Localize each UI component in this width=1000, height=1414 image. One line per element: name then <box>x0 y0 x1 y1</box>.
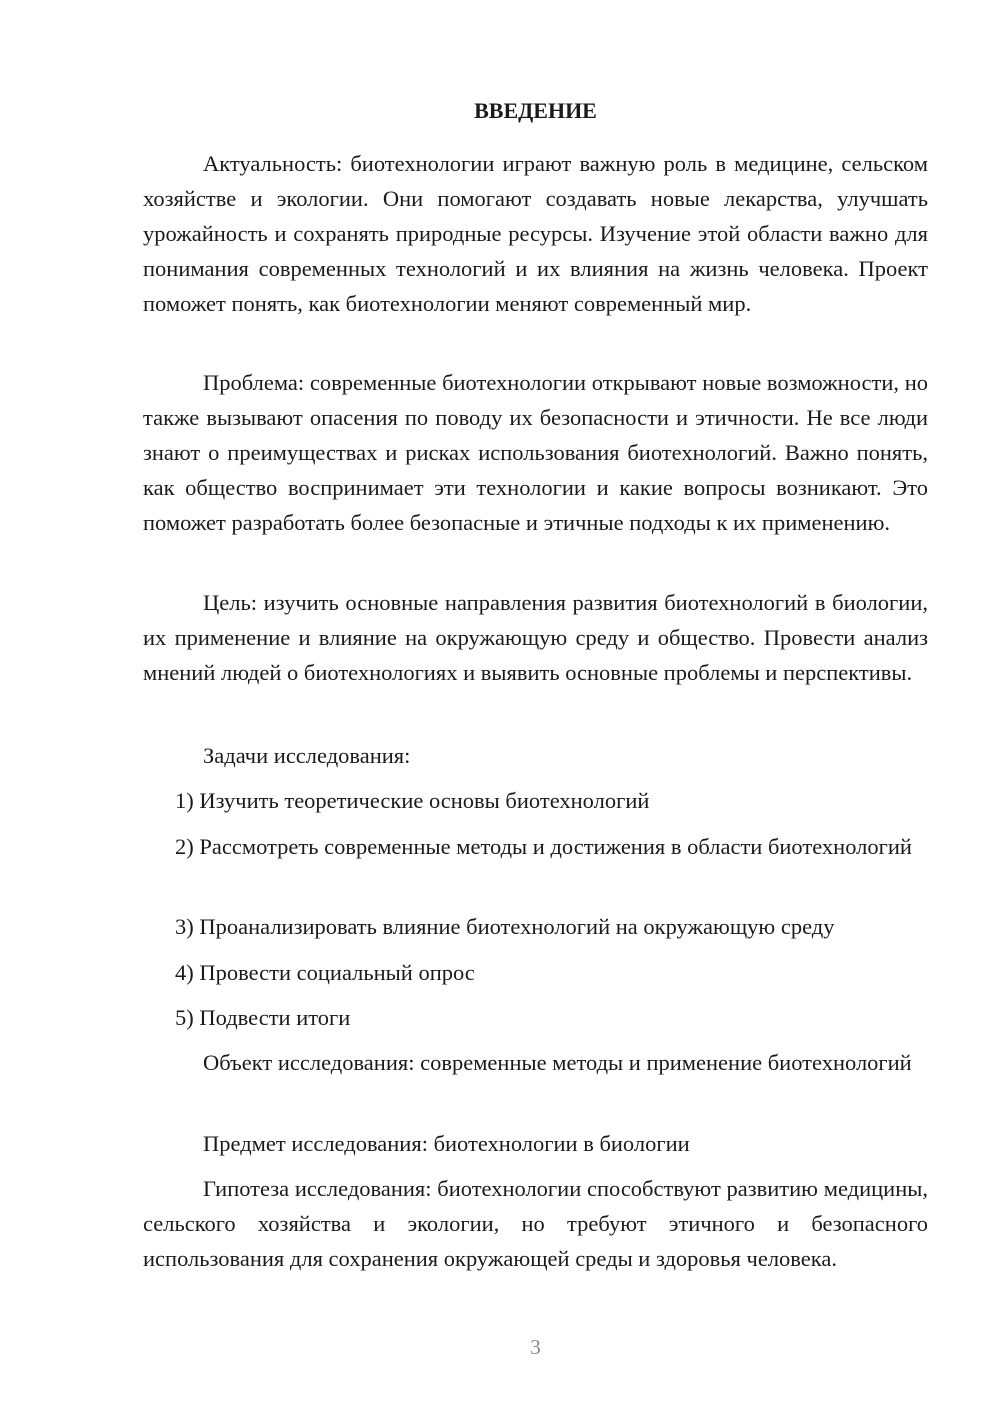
task-item: 3) Проанализировать влияние биотехнологий на окружающую среду <box>175 914 835 939</box>
paragraph-hypothesis: Гипотеза исследования: биотехнологии способствуют развитию медицины, сельского хозяйства и экологии, но требуют этичного и безопасного использования для сохранения окружающей среды и здоровья человека. <box>143 1176 928 1271</box>
task-item: 5) Подвести итоги <box>175 1005 351 1030</box>
paragraph-relevance: Актуальность: биотехнологии играют важную роль в медицине, сельском хозяйстве и экологии. Они помогают создавать новые лекарства, улучшать урожайность и сохранять природные ресурсы. Изучение этой области важно для понимания современных технологий и их влияния на жизнь человека. Проект поможет понять, как биотехнологии меняют современный мир. <box>143 151 928 316</box>
task-item: 2) Рассмотреть современные методы и достижения в области биотехнологий <box>175 834 912 859</box>
paragraph-subject: Предмет исследования: биотехнологии в биологии <box>203 1131 690 1156</box>
task-item: 4) Провести социальный опрос <box>175 960 475 985</box>
tasks-heading: Задачи исследования: <box>203 743 411 768</box>
paragraph-goal: Цель: изучить основные направления развития биотехнологий в биологии, их применение и влияние на окружающую среду и общество. Провести анализ мнений людей о биотехнологиях и выявить основные проблемы и перспективы. <box>143 590 928 685</box>
page-title: ВВЕДЕНИЕ <box>474 98 597 123</box>
paragraph-problem: Проблема: современные биотехнологии открывают новые возможности, но также вызывают опасения по поводу их безопасности и этичности. Не все люди знают о преимуществах и рисках использования биотехнологий. Важно понять, как общество воспринимает эти технологии и какие вопросы возникают. Это поможет разработать более безопасные и этичные подходы к их применению. <box>143 370 928 535</box>
paragraph-object: Объект исследования: современные методы и применение биотехнологий <box>203 1050 912 1075</box>
page-number: 3 <box>530 1335 541 1359</box>
task-item: 1) Изучить теоретические основы биотехнологий <box>175 788 650 813</box>
